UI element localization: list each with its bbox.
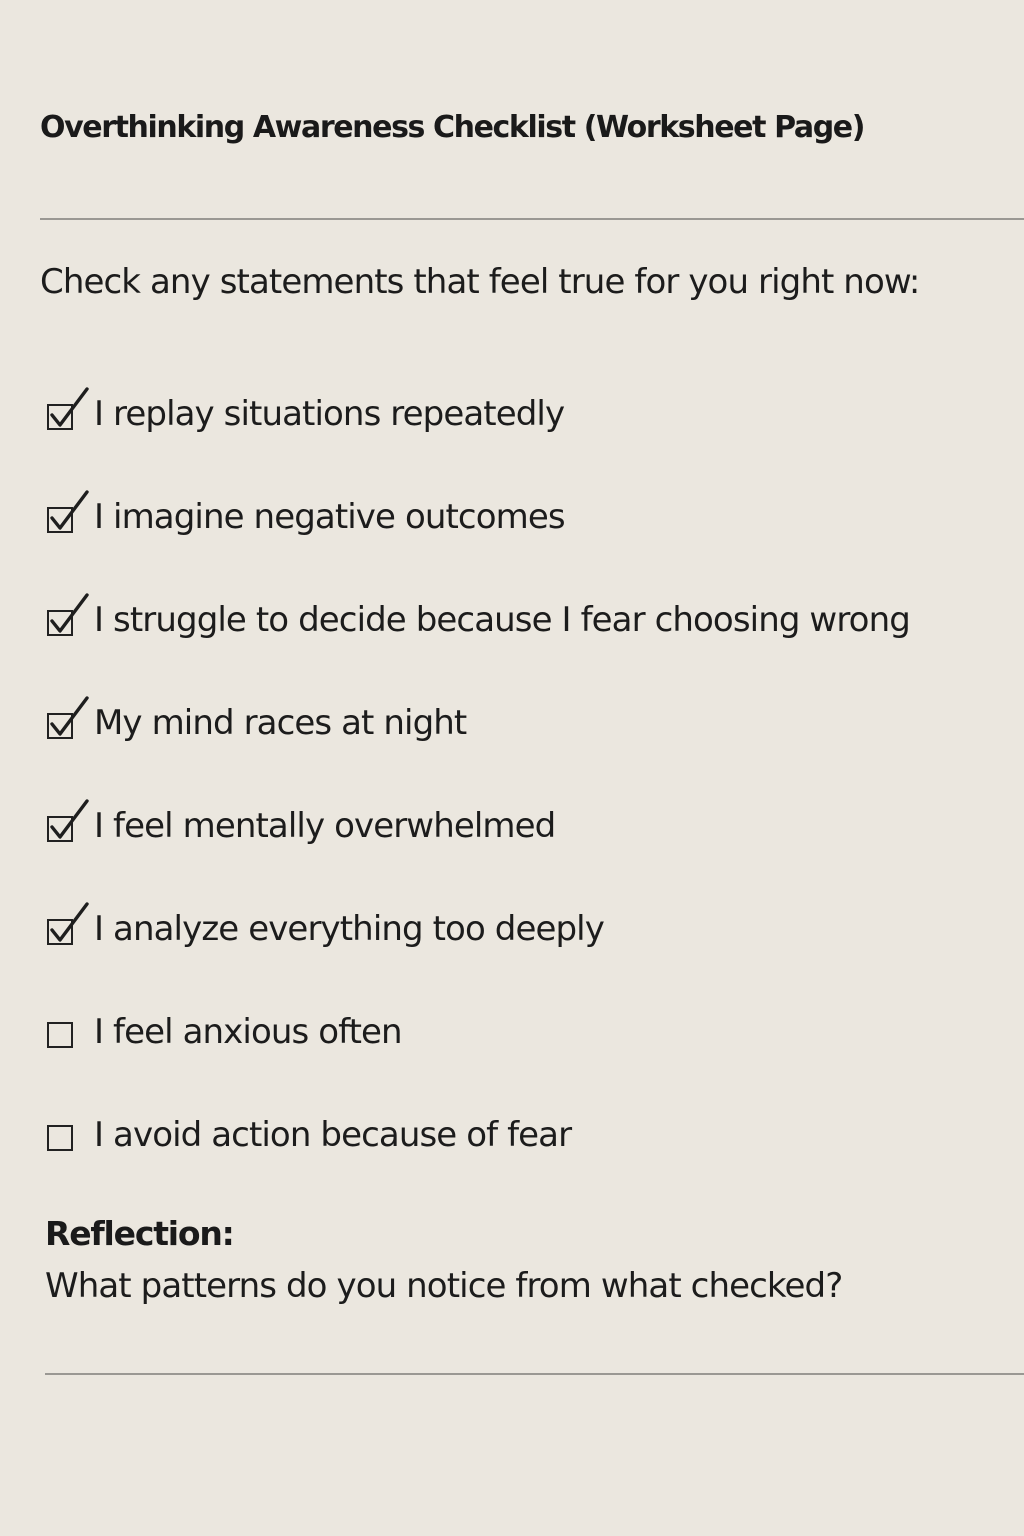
- check-mark-icon: [47, 899, 91, 951]
- instruction-text: Check any statements that feel true for you right now:: [40, 262, 920, 302]
- checklist-item-label: I avoid action because of fear: [94, 1115, 572, 1155]
- checkbox[interactable]: [47, 1022, 73, 1048]
- checklist-item-label: I analyze everything too deeply: [94, 909, 604, 949]
- checklist-item-label: My mind races at night: [94, 703, 467, 743]
- checklist-item-label: I struggle to decide because I fear choosing wrong: [94, 600, 910, 640]
- check-mark-icon: [47, 693, 91, 745]
- check-mark-icon: [47, 796, 91, 848]
- reflection-heading: Reflection:: [45, 1214, 234, 1253]
- checklist-item-label: I feel mentally overwhelmed: [94, 806, 556, 846]
- check-mark-icon: [47, 590, 91, 642]
- page-title: Overthinking Awareness Checklist (Worksheet Page): [40, 110, 865, 145]
- checkbox[interactable]: [47, 1125, 73, 1151]
- check-mark-icon: [47, 487, 91, 539]
- checklist-item-label: I imagine negative outcomes: [94, 497, 565, 537]
- checklist-item-label: I feel anxious often: [94, 1012, 402, 1052]
- title-divider: [40, 218, 1024, 220]
- check-mark-icon: [47, 384, 91, 436]
- checklist-item-label: I replay situations repeatedly: [94, 394, 565, 434]
- reflection-answer-line[interactable]: [45, 1373, 1024, 1375]
- reflection-prompt: What patterns do you notice from what checked?: [45, 1266, 843, 1306]
